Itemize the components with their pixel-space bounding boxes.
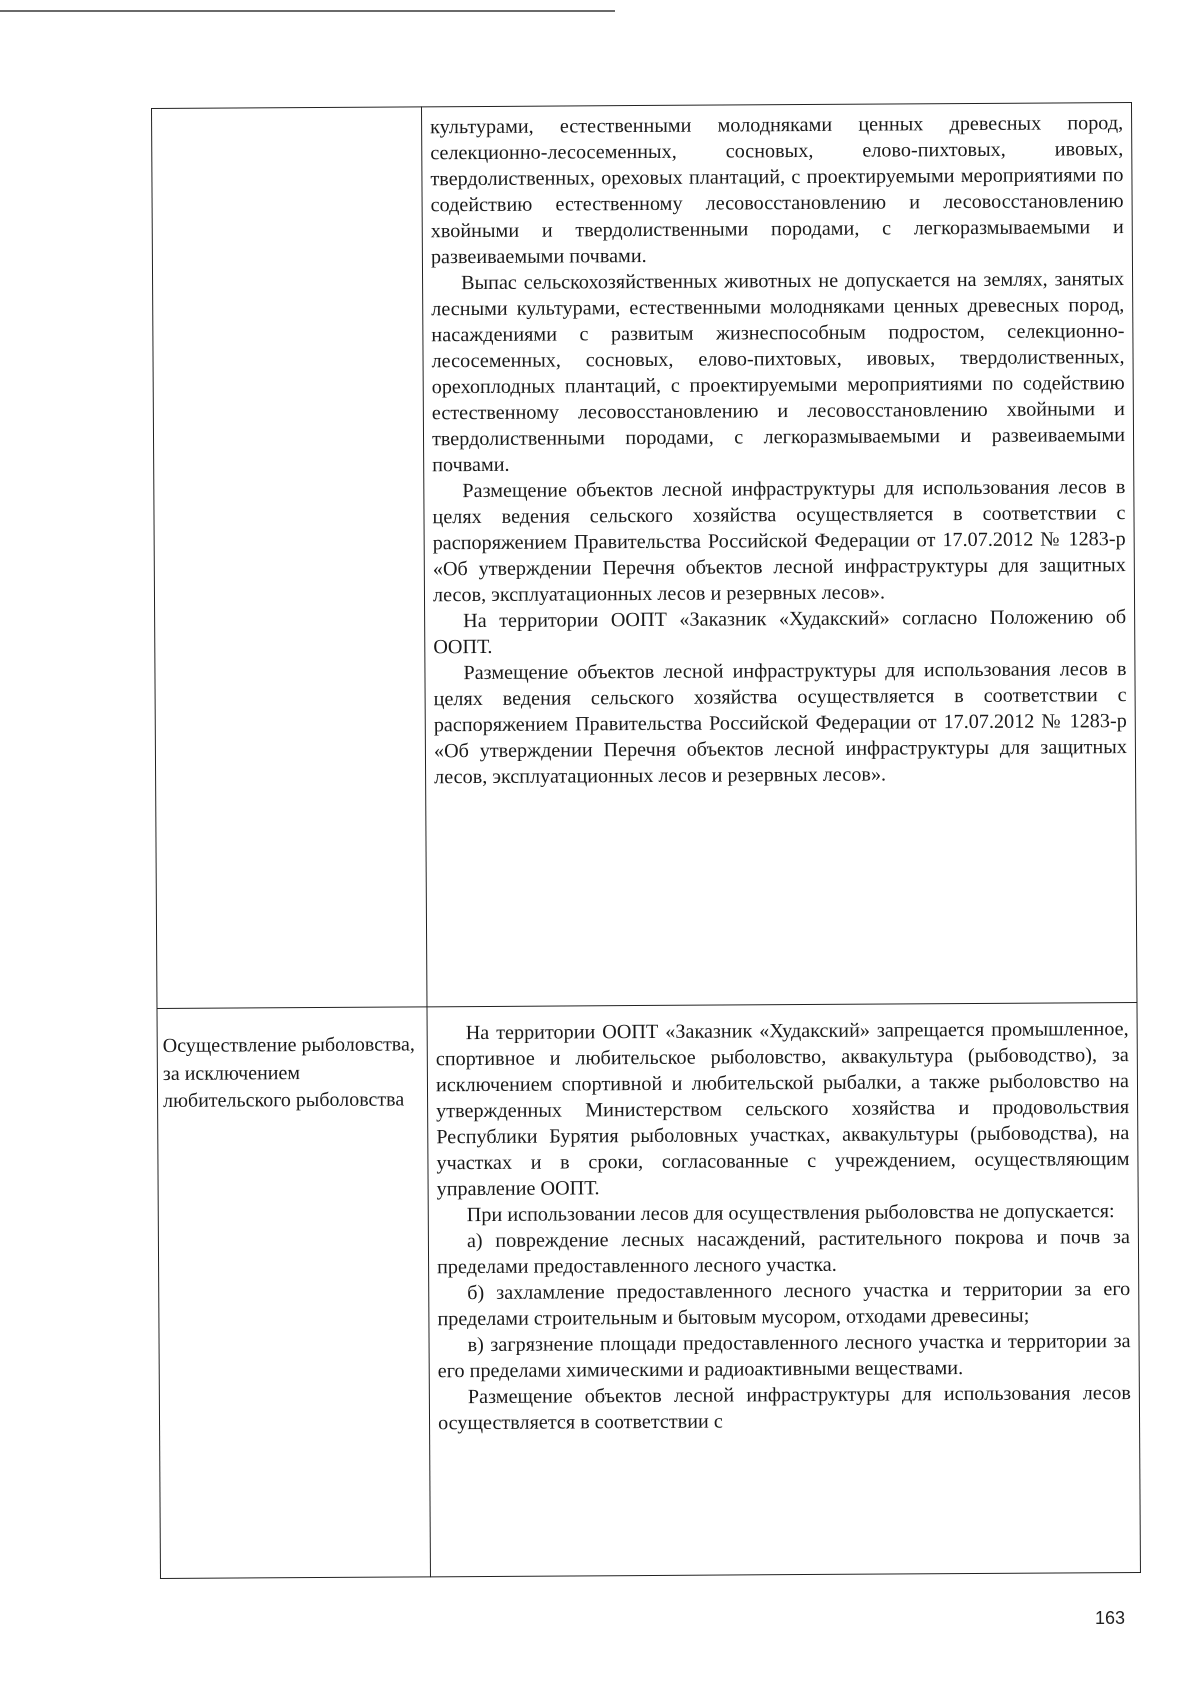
regulations-table [151,102,1141,1579]
paragraph: На территории ООПТ «Заказник «Худакский» согласно Положению об ООПТ. [433,606,1127,659]
paragraph: в) загрязнение площади предоставленного лесного участка и территории за его пределами химическими и радиоактивными веществами. [437,1330,1131,1383]
table-row [157,1002,1140,1578]
paragraph: а) повреждение лесных насаждений, растительного покрова и почв за пределами предоставленного лесного участка. [437,1226,1130,1279]
table-row [152,103,1137,1009]
activity-cell [152,107,427,1009]
paragraph: Выпас сельскохозяйственных животных не допускается на землях, занятых лесными культурами, естественными молодняками ценных древесных пород, насаждениями с развитым жизнеспособным подростом, селекционно-лесосеменных, сосновых, елово-пихтовых, ивовых, твердолиственных, орехоплодных плантаций, с проектируемыми мероприятиями по содействию естественному лесовосстановлению и лесовосстановлению хвойными и твердолиственными породами, с легкоразмываемыми и развеиваемыми почвами. [431,268,1126,477]
page-number: 163 [1095,1608,1126,1628]
requirements-cell [427,1002,1140,1576]
paragraph: При использовании лесов для осуществления рыболовства не допускается: [466,1200,1115,1227]
paragraph: На территории ООПТ «Заказник «Худакский» запрещается промышленное, спортивное и любительское рыболовство, аквакультура (рыбоводство), за исключением спортивной и любительской рыбалки, а также рыболовство на утвержденных Министерством сельского хозяйства и продовольствия Республики Бурятия рыболовных участках, аквакультуры (рыбоводства), на участках и в сроки, согласованные с учреждением, осуществляющим управление ООПТ. [435,1018,1130,1201]
activity-cell: Осуществление рыболовства, за исключением любительского рыболовства [157,1007,430,1579]
top-border-line [0,10,615,12]
paragraph: Размещение объектов лесной инфраструктуры для использования лесов в целях ведения сельского хозяйства осуществляется в соответствии с распоряжением Правительства Российской Федерации от 17.07.2012 № 1283-р «Об утверждении Перечня объектов лесной инфраструктуры для защитных лесов, эксплуатационных лесов и резервных лесов». [433,658,1127,789]
paragraph: культурами, естественными молодняками ценных древесных пород, селекционно-лесосеменных, сосновых, елово-пихтовых, ивовых, твердолиственных, ореховых плантаций, с проектируемыми мероприятиями по содействию естественному лесовосстановлению и лесовосстановлению хвойными и твердолиственными породами, с легкоразмываемыми и развеиваемыми почвами. [430,112,1124,269]
requirements-cell [421,103,1136,1007]
paragraph: Размещение объектов лесной инфраструктуры для использования лесов в целях ведения сельского хозяйства осуществляется в соответствии с распоряжением Правительства Российской Федерации от 17.07.2012 № 1283-р «Об утверждении Перечня объектов лесной инфраструктуры для защитных лесов, эксплуатационных лесов и резервных лесов». [432,476,1126,607]
paragraph: Размещение объектов лесной инфраструктуры для использования лесов осуществляется в соответствии с [437,1382,1131,1435]
paragraph: б) захламление предоставленного лесного участка и территории за его пределами строительным и бытовым мусором, отходами древесины; [437,1278,1131,1331]
